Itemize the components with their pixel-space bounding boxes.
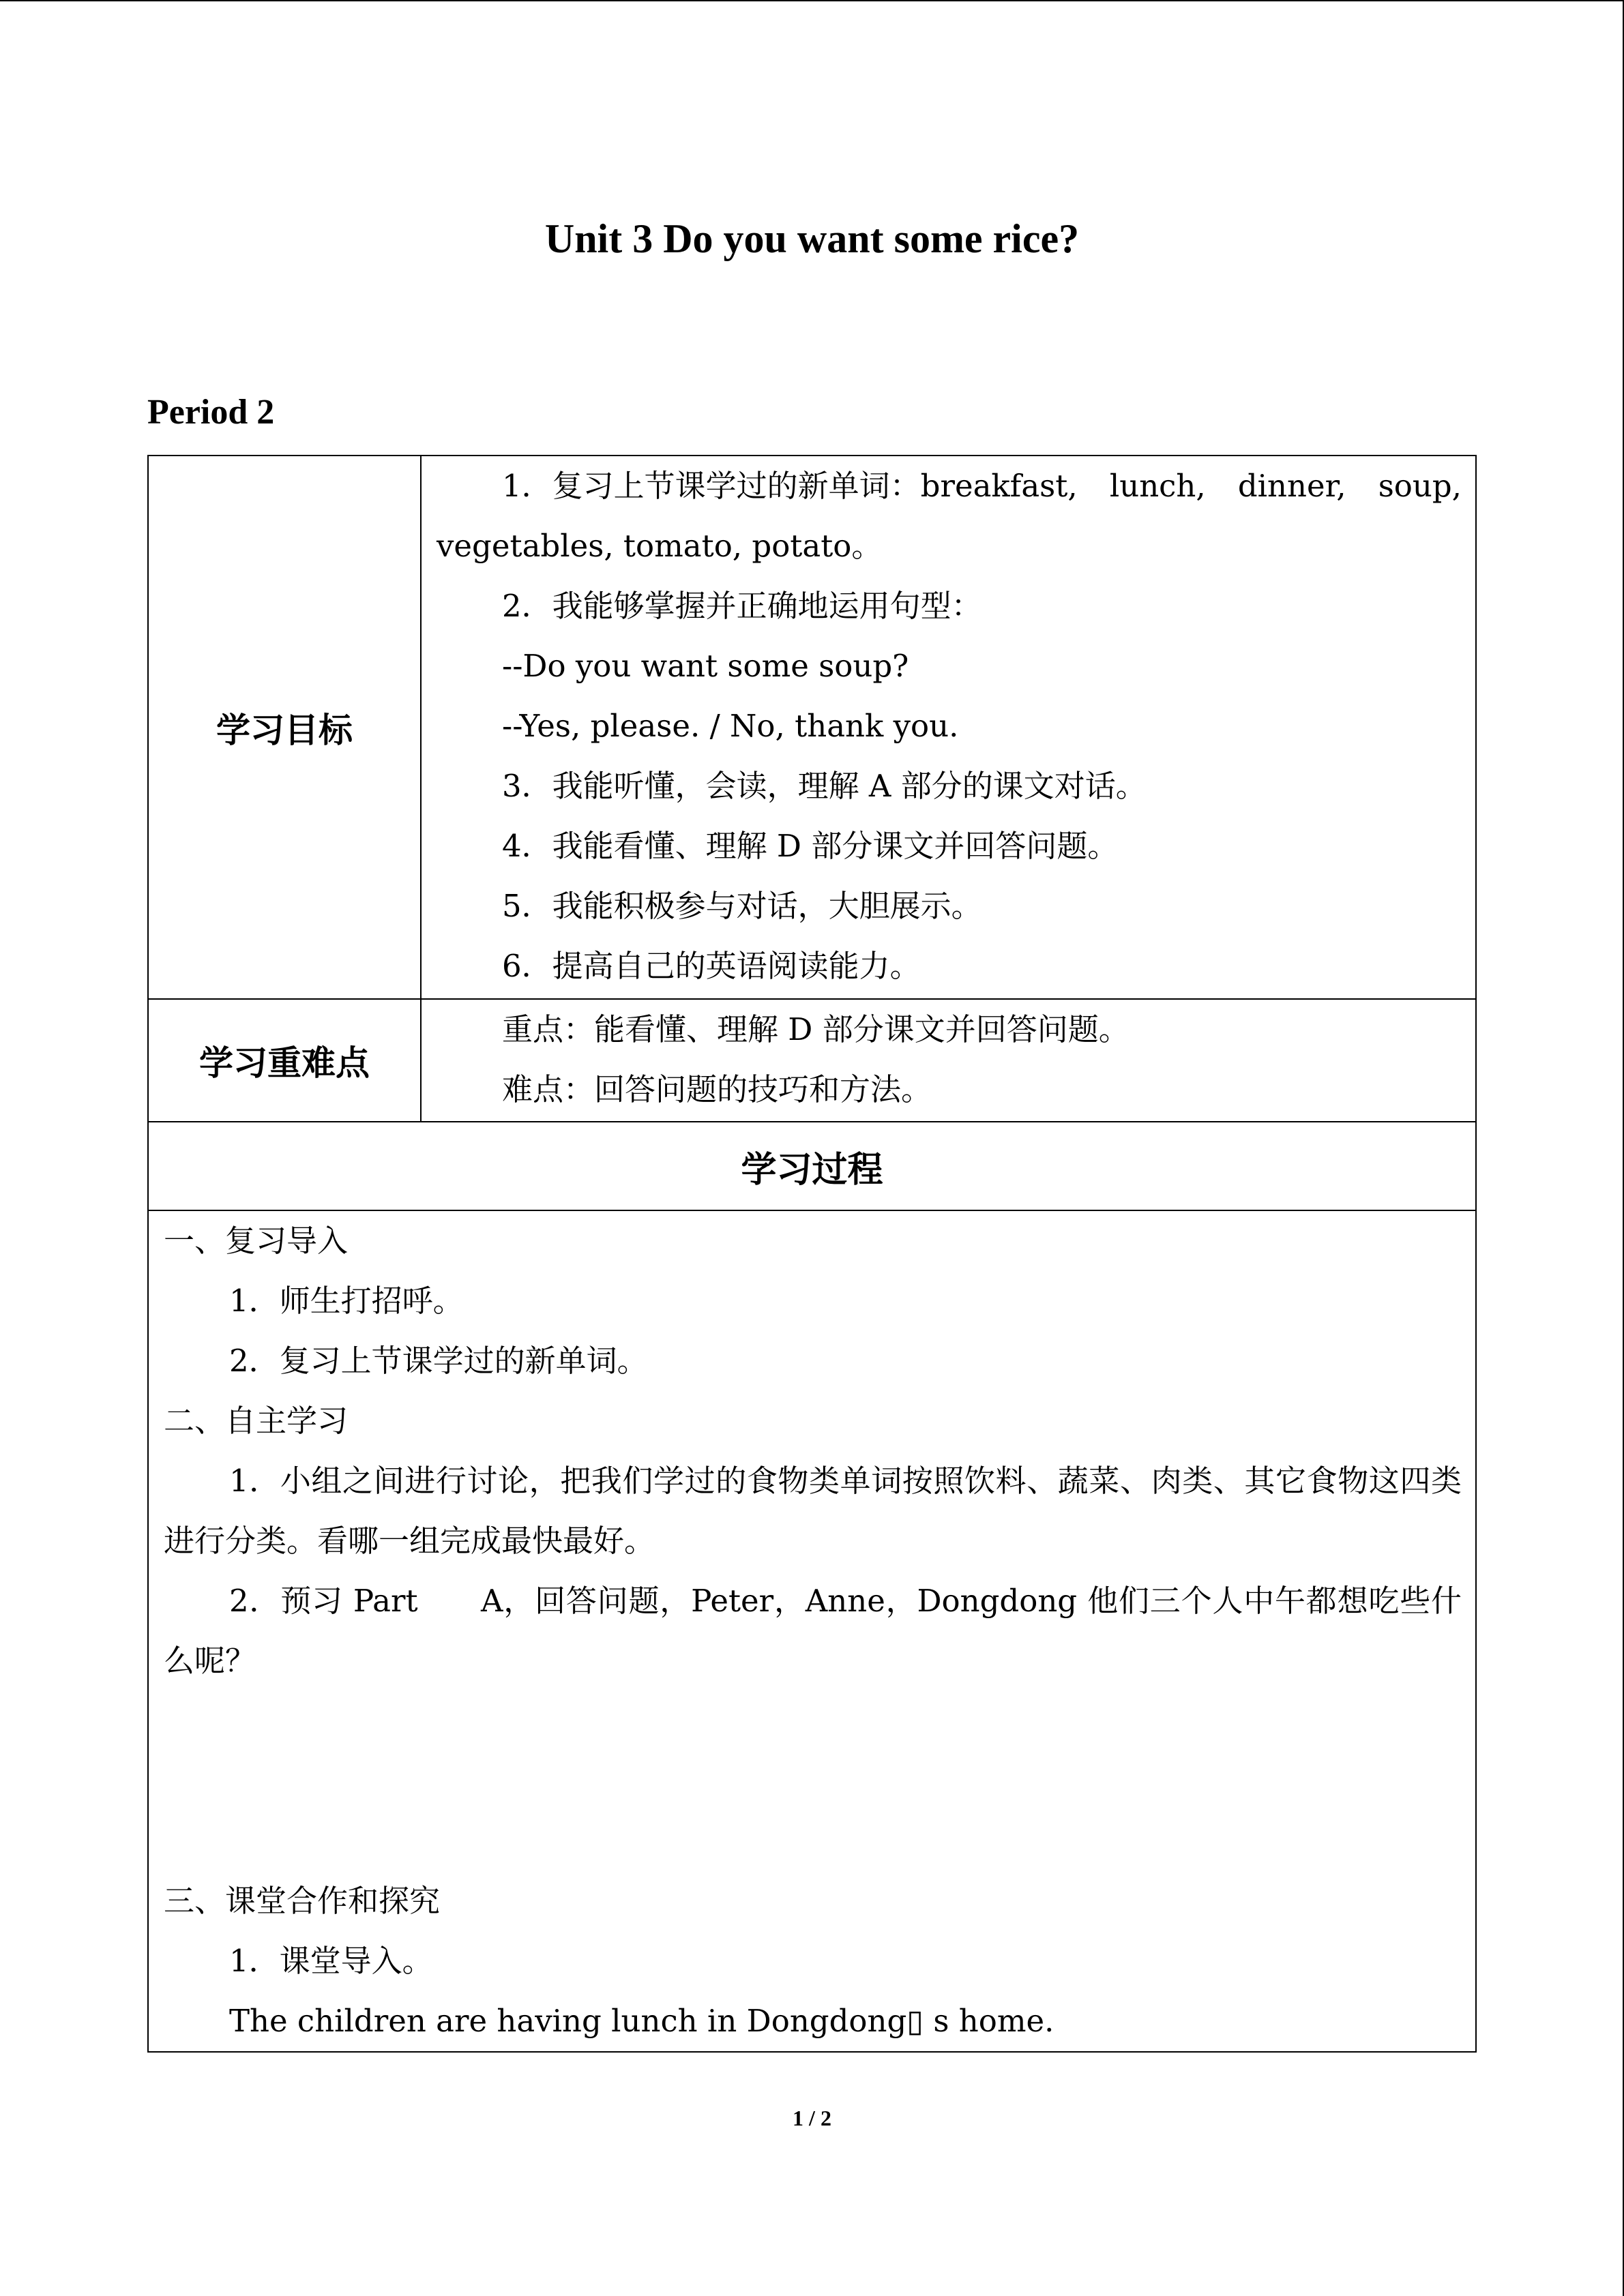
document-title: Unit 3 Do you want some rice?: [544, 216, 1080, 261]
key-points-focus: 重点：能看懂、理解 D 部分课文并回答问题。: [502, 1011, 1130, 1047]
goals-item-6: 6．提高自己的英语阅读能力。: [502, 948, 921, 984]
goals-item-1-prefix: 1．复习上节课学过的新单词：breakfast,: [502, 468, 1078, 504]
process-section-2: 二、自主学习: [164, 1403, 349, 1439]
goals-item-1-word-lunch: lunch,: [1109, 468, 1206, 504]
key-points-label: 学习重难点: [148, 999, 421, 1122]
process-s3-item-1: 1．课堂导入。: [229, 1943, 433, 1979]
goals-item-2: 2．我能够掌握并正确地运用句型：: [502, 588, 982, 624]
goals-label: 学习目标: [148, 456, 421, 999]
key-points-row: [148, 999, 1476, 1122]
process-s2-item-2: 2．预习 Part A，回答问题，Peter，Anne，Dongdong 他们三个人中午都想吃些什么呢？: [164, 1583, 1462, 1679]
process-title: 学习过程: [148, 1122, 1476, 1210]
process-section-3: 三、课堂合作和探究: [164, 1883, 441, 1919]
process-s1-item-2: 2．复习上节课学过的新单词。: [229, 1343, 648, 1379]
goals-content: [421, 456, 1476, 999]
page-top-border: [0, 0, 1624, 1]
process-title-row: [148, 1122, 1476, 1210]
process-s2-item-1: 1．小组之间进行讨论，把我们学过的食物类单词按照饮料、蔬菜、肉类、其它食物这四类进行分类。看哪一组完成最快最好。: [164, 1463, 1462, 1559]
period-heading: Period 2: [147, 393, 275, 432]
goals-item-5: 5．我能积极参与对话，大胆展示。: [502, 888, 982, 924]
lesson-plan-table: [147, 455, 1477, 2053]
goals-item-1-continued: vegetables, tomato, potato。: [437, 528, 883, 564]
process-s1-item-1: 1．师生打招呼。: [229, 1283, 464, 1319]
goals-sentence-1: --Do you want some soup?: [502, 648, 909, 684]
page-number: 1 / 2: [793, 2106, 831, 2130]
answer-space: [164, 1691, 1462, 1871]
goals-row: [148, 456, 1476, 999]
goals-item-1-word-soup: soup,: [1378, 468, 1462, 504]
process-section-1: 一、复习导入: [164, 1223, 349, 1259]
goals-item-3: 3．我能听懂，会读，理解 A 部分的课文对话。: [502, 768, 1147, 804]
process-row: [148, 1210, 1476, 2052]
key-points-difficulty: 难点：回答问题的技巧和方法。: [502, 1071, 932, 1107]
goals-item-4: 4．我能看懂、理解 D 部分课文并回答问题。: [502, 828, 1119, 864]
goals-item-1: [437, 456, 1462, 516]
key-points-content: [421, 999, 1476, 1122]
goals-sentence-2: --Yes, please. / No, thank you.: [502, 708, 959, 744]
goals-item-1-word-dinner: dinner,: [1237, 468, 1346, 504]
process-s3-sentence: The children are having lunch in Dongdong▯ s home.: [229, 2003, 1054, 2039]
process-content: [148, 1210, 1476, 2052]
